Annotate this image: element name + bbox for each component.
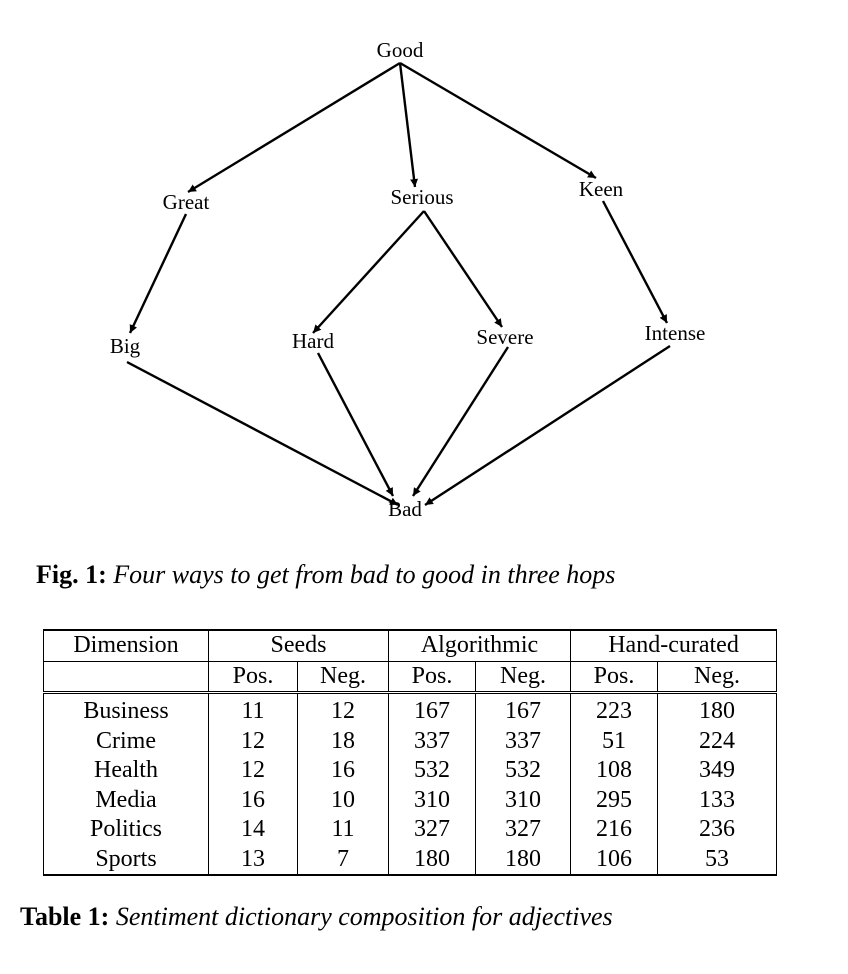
table-cell-dimension: Politics — [44, 815, 209, 845]
table-cell-value: 133 — [658, 786, 777, 816]
figure-caption-text: Four ways to get from bad to good in three hops — [113, 560, 616, 589]
table-caption-label: Table 1: — [20, 902, 110, 931]
table-caption-text: Sentiment dictionary composition for adjectives — [115, 902, 613, 931]
edge-good-to-keen — [400, 63, 596, 178]
table-cell-value: 337 — [476, 727, 571, 757]
node-hard: Hard — [292, 329, 334, 353]
table-cell-value: 349 — [658, 756, 777, 786]
table-cell-value: 337 — [389, 727, 476, 757]
table-cell-value: 310 — [389, 786, 476, 816]
table-row — [44, 756, 777, 786]
header-hand-curated-pos: Pos. — [571, 661, 658, 693]
node-big: Big — [109, 334, 141, 358]
table-cell-value: 18 — [298, 727, 389, 757]
figure-caption — [36, 560, 615, 590]
table-cell-value: 295 — [571, 786, 658, 816]
table-cell-value: 14 — [209, 815, 298, 845]
table-row — [44, 845, 777, 876]
table-cell-value: 167 — [476, 693, 571, 727]
edge-good-to-serious — [400, 63, 415, 187]
header-algorithmic-neg: Neg. — [476, 661, 571, 693]
table-group-header-row — [44, 630, 777, 661]
table-caption — [20, 902, 613, 932]
edge-good-to-great — [188, 63, 400, 192]
table-cell-value: 532 — [389, 756, 476, 786]
table-cell-value: 216 — [571, 815, 658, 845]
edge-hard-to-bad — [318, 353, 393, 496]
edge-keen-to-intense — [603, 201, 667, 323]
table-cell-value: 180 — [476, 845, 571, 876]
edge-intense-to-bad — [425, 346, 670, 505]
header-seeds: Seeds — [209, 630, 389, 661]
table-cell-value: 11 — [209, 693, 298, 727]
table-cell-value: 12 — [209, 727, 298, 757]
table-body — [44, 693, 777, 876]
header-hand-curated: Hand-curated — [571, 630, 777, 661]
table-cell-value: 310 — [476, 786, 571, 816]
table-cell-value: 224 — [658, 727, 777, 757]
table-cell-value: 167 — [389, 693, 476, 727]
header-empty — [44, 661, 209, 693]
edge-severe-to-bad — [413, 347, 508, 496]
table-cell-value: 180 — [658, 693, 777, 727]
table-cell-value: 223 — [571, 693, 658, 727]
table-cell-value: 12 — [209, 756, 298, 786]
table-cell-dimension: Media — [44, 786, 209, 816]
node-bad: Bad — [388, 497, 422, 521]
node-good: Good — [376, 38, 424, 62]
edge-serious-to-severe — [424, 211, 502, 327]
table-cell-value: 532 — [476, 756, 571, 786]
header-seeds-neg: Neg. — [298, 661, 389, 693]
table-row — [44, 693, 777, 727]
table-cell-value: 11 — [298, 815, 389, 845]
node-keen: Keen — [578, 177, 624, 201]
header-algorithmic: Algorithmic — [389, 630, 571, 661]
edge-great-to-big — [130, 214, 186, 333]
node-great: Great — [162, 190, 210, 214]
table-cell-value: 16 — [298, 756, 389, 786]
table-cell-value: 236 — [658, 815, 777, 845]
table-cell-value: 106 — [571, 845, 658, 876]
table-row — [44, 727, 777, 757]
header-seeds-pos: Pos. — [209, 661, 298, 693]
table-cell-value: 13 — [209, 845, 298, 876]
edge-serious-to-hard — [313, 211, 424, 333]
table-cell-value: 180 — [389, 845, 476, 876]
node-intense: Intense — [644, 321, 706, 345]
table-cell-value: 53 — [658, 845, 777, 876]
node-severe: Severe — [476, 325, 534, 349]
table-sub-header-row — [44, 661, 777, 693]
table-cell-dimension: Sports — [44, 845, 209, 876]
table-cell-value: 10 — [298, 786, 389, 816]
table-cell-value: 327 — [476, 815, 571, 845]
table-cell-dimension: Business — [44, 693, 209, 727]
node-serious: Serious — [390, 185, 454, 209]
table-cell-value: 7 — [298, 845, 389, 876]
figure-caption-label: Fig. 1: — [36, 560, 107, 589]
graph-nodes — [110, 38, 706, 521]
table-cell-value: 327 — [389, 815, 476, 845]
table-cell-value: 16 — [209, 786, 298, 816]
table-cell-value: 108 — [571, 756, 658, 786]
table-cell-value: 12 — [298, 693, 389, 727]
edge-big-to-bad — [127, 362, 398, 505]
table-cell-dimension: Health — [44, 756, 209, 786]
table-cell-dimension: Crime — [44, 727, 209, 757]
sentiment-dictionary-table — [43, 629, 777, 876]
header-algorithmic-pos: Pos. — [389, 661, 476, 693]
table-row — [44, 786, 777, 816]
table-row — [44, 815, 777, 845]
header-dimension: Dimension — [44, 630, 209, 661]
header-hand-curated-neg: Neg. — [658, 661, 777, 693]
table-cell-value: 51 — [571, 727, 658, 757]
graph-edges — [127, 63, 670, 505]
